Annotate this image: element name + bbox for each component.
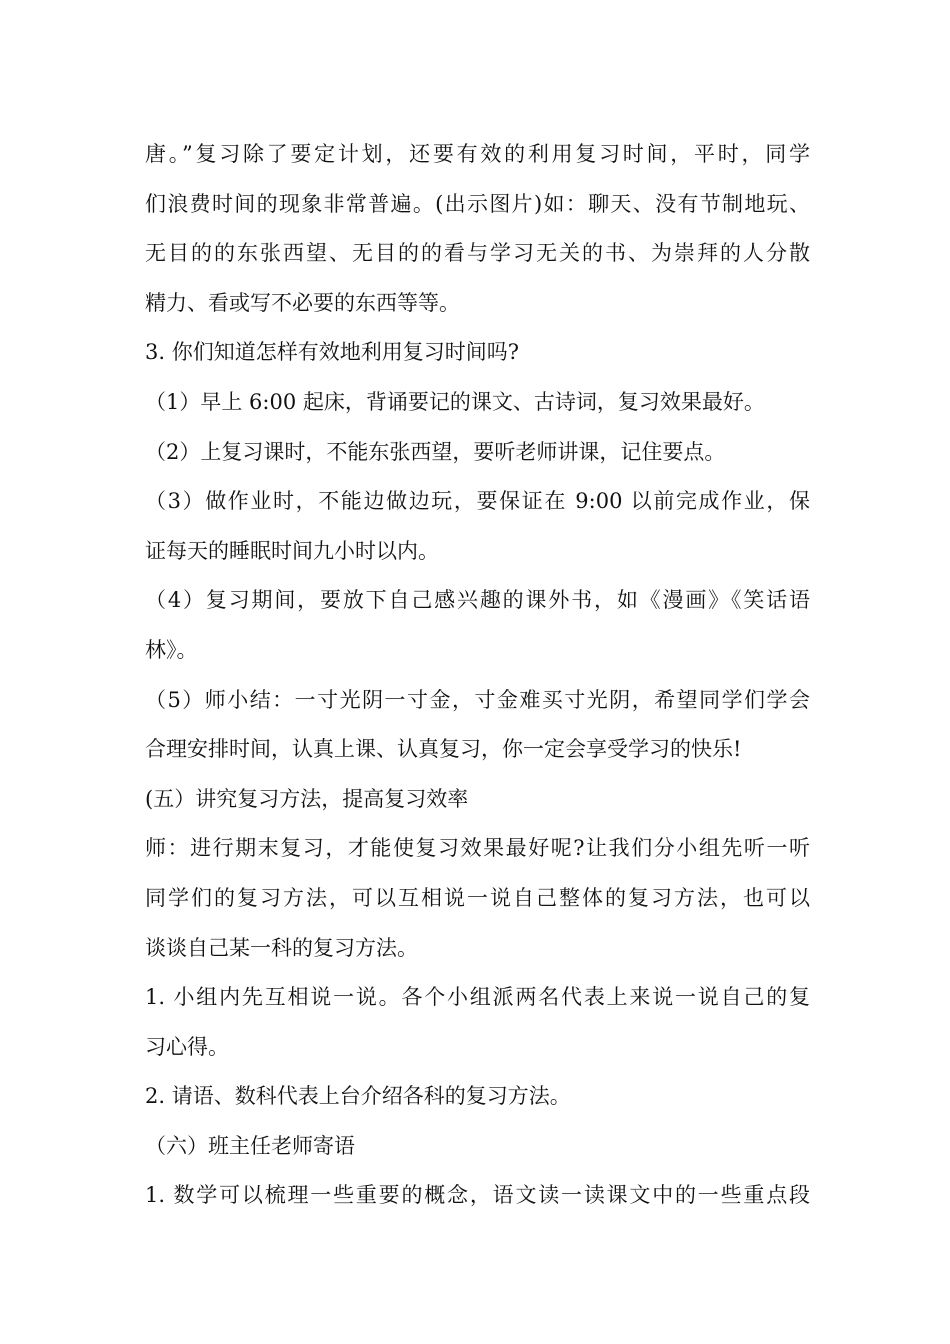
paragraph-line: 们浪费时间的现象非常普遍。(出示图片)如：聊天、没有节制地玩、 — [145, 191, 810, 216]
list-item: （1）早上 6:00 起床，背诵要记的课文、古诗词，复习效果最好。 — [145, 389, 765, 414]
document-body — [145, 130, 810, 1221]
paragraph-line: 谈谈自己某一科的复习方法。 — [145, 935, 418, 960]
list-item: 3. 你们知道怎样有效地利用复习时间吗? — [145, 340, 519, 365]
list-item: 2. 请语、数科代表上台介绍各科的复习方法。 — [145, 1084, 571, 1109]
section-heading: （六）班主任老师寄语 — [145, 1133, 355, 1158]
paragraph-line: 唐。”复习除了要定计划，还要有效的利用复习时间，平时，同学 — [145, 142, 810, 166]
paragraph-line: 合理安排时间，认真上课、认真复习，你一定会享受学习的快乐! — [145, 737, 742, 762]
paragraph-line: 无目的的东张西望、无目的的看与学习无关的书、为崇拜的人分散 — [145, 241, 810, 266]
paragraph-line: 精力、看或写不必要的东西等等。 — [145, 290, 460, 315]
paragraph-line: 林》。 — [145, 637, 198, 662]
list-item: （2）上复习课时，不能东张西望，要听老师讲课，记住要点。 — [145, 439, 726, 464]
list-item: （3）做作业时，不能边做边玩，要保证在 9:00 以前完成作业，保 — [145, 489, 810, 514]
paragraph-line: 习心得。 — [145, 1034, 229, 1059]
paragraph-line: 同学们的复习方法，可以互相说一说自己整体的复习方法，也可以 — [145, 885, 810, 910]
list-item: 1. 小组内先互相说一说。各个小组派两名代表上来说一说自己的复 — [145, 985, 810, 1010]
list-item: （4）复习期间，要放下自己感兴趣的课外书，如《漫画》《笑话语 — [145, 588, 810, 613]
list-item: 1. 数学可以梳理一些重要的概念，语文读一读课文中的一些重点段 — [145, 1183, 810, 1208]
paragraph-line: 证每天的睡眠时间九小时以内。 — [145, 538, 439, 563]
list-item: （5）师小结：一寸光阴一寸金，寸金难买寸光阴，希望同学们学会 — [145, 687, 810, 712]
section-heading: (五）讲究复习方法，提高复习效率 — [145, 786, 469, 811]
paragraph-line: 师：进行期末复习，才能使复习效果最好呢?让我们分小组先听一听 — [145, 836, 810, 861]
